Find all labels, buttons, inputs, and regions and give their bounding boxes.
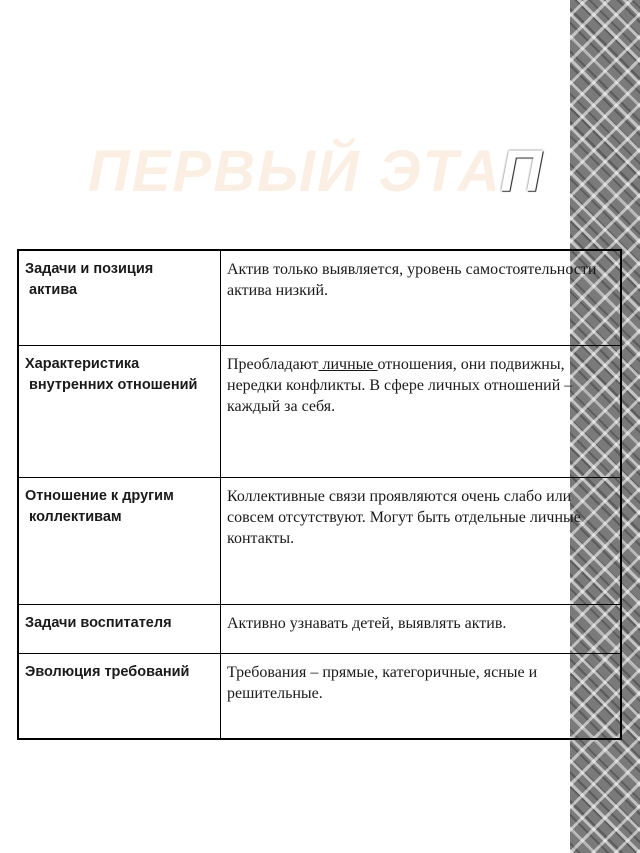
slide-title-main: ПЕРВЫЙ ЭТА	[88, 139, 501, 204]
description-text: Преобладают	[227, 356, 319, 373]
table-row	[18, 654, 621, 740]
row-label	[18, 250, 221, 346]
row-description: Актив только выявляется, уровень самостоятельности актива низкий.	[221, 250, 622, 346]
table-row	[18, 478, 621, 605]
stage-characteristics-table	[17, 249, 622, 740]
row-description: Требования – прямые, категоричные, ясные и решительные.	[221, 654, 622, 740]
row-label	[18, 478, 221, 605]
row-label-line: актива	[29, 282, 78, 298]
table-row	[18, 605, 621, 654]
row-label-line: Задачи и позиция	[25, 261, 154, 277]
row-label	[18, 605, 221, 654]
row-label-line: Задачи воспитателя	[25, 615, 172, 631]
slide-title	[88, 136, 544, 208]
table-row	[18, 346, 621, 478]
row-label-line: Характеристика	[25, 356, 140, 372]
row-label	[18, 654, 221, 740]
row-label-line: Эволюция требований	[25, 664, 190, 680]
row-label-line: Отношение к другим	[25, 488, 174, 504]
description-text: отношения, они подвижны, нередки конфликты. В сфере личных отношений – каждый за себя.	[227, 356, 573, 415]
row-label-line: коллективам	[29, 509, 122, 525]
row-label	[18, 346, 221, 478]
slide-title-tail: П	[500, 139, 544, 204]
row-description: Активно узнавать детей, выявлять актив.	[221, 605, 622, 654]
row-label-line: внутренних отношений	[29, 377, 198, 393]
table-row	[18, 250, 621, 346]
row-description	[221, 346, 622, 478]
row-description: Коллективные связи проявляются очень слабо или совсем отсутствуют. Могут быть отдельные личные контакты.	[221, 478, 622, 605]
description-underlined-text: личные	[318, 356, 378, 373]
